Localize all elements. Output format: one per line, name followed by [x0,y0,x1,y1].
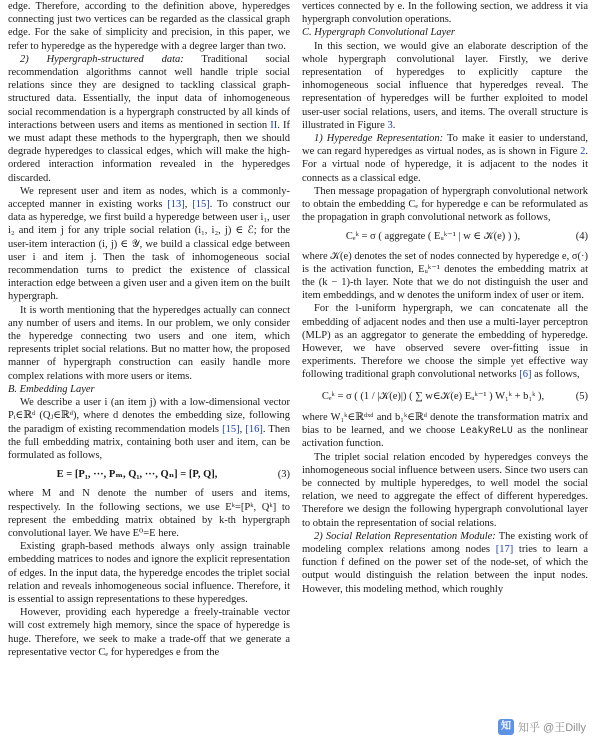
section-ref-link[interactable]: II [270,119,278,131]
subsection-label: 1) Hyperedge Representation: [314,133,444,145]
paragraph-triplet-social: The triplet social relation encoded by hyperedges conveys the inhomogeneous social influence between users. Since two users can be connected by multiple hyperedges, to well model the social relation, we need to aggregate the effect of different hyperedges. Therefore we design the following hypergraph convolutional layer to obtain the representation of social relations. [302,451,588,529]
paragraph-message-propagation: Then message propagation of hypergraph convolutional network to obtain the embedding Cₑ for hyperedge e can be reformulated as the propagation in graph convolutional network as follows, [302,185,588,224]
paragraph-tradeoff: However, providing each hyperedge a freely-trainable vector will cost extremely high memory, since the space of hyperedge is huge. Therefore, we seek to make a trade-off that we generate a representative vector Cₑ for hyperedges e from the [8,607,290,658]
paragraph-embedding: We describe a user i (an item j) with a low-dimensional vector Pᵢ∈ℝᵈ (Qⱼ∈ℝᵈ), where d denotes the embedding size, following the paradigm of existing recommendation models [15], [16]. Then the full embedding matrix, containing both user and item, can be formulated as follows, [8,397,290,461]
paragraph-section-overview: In this section, we would give an elaborate description of the whole hypergraph convolutional layer. Firstly, we derive representation of hyperedges to explicitly capture the inhomogeneous social influence that hyperedges reveal. The representation of hyperedges will be further exploited to model user-user social relations, users, and items. The overall structure is illustrated in Figure 3. [302,40,588,131]
paragraph-social-relation-module: 2) Social Relation Representation Module: The existing work of modeling complex relations among nodes [17] tries to learn a function f defined on the power set of the node-set, of which the output would distinguish the relation between the input nodes. However, this modeling method, which roughly [302,530,589,595]
code-activation: LeakyReLU [459,425,513,437]
subsection-label: 2) Social Relation Representation Module: [314,530,496,542]
equation-body: Cₑᵏ = σ ( (1 / |𝒦(e)|) ( ∑ w∈𝒦(e) Eᵤᵏ⁻¹ ) W₁ᵏ + b₁ᵏ ), [321,390,545,402]
paragraph-node-representation: We represent user and item as nodes, which is a commonly-accepted manner in existing works [13], [15]. To construct our data as hyperedge, we first build a hyperedge between user i₁, user i₂ and item j for any triple social relation (i₁, i₂, j) ∈ ℰ; for the user-item interaction (i, j) ∈ 𝒴, we build a classical edge between user i and item j. Then the task of inhomogeneous social recommendation turns to predict the existence of classical interaction edge between a given user and a given item on the built hypergraph. [8,185,290,303]
zhihu-logo-icon: 知 [498,719,514,735]
section-heading-embedding-layer: B. Embedding Layer [8,383,95,395]
equation-3 [8,468,290,481]
paragraph-equation-4-explanation: where 𝒦(e) denotes the set of nodes connected by hyperedge e, σ(·) is the activation function, Eᵤᵏ⁻¹ denotes the embedding matrix at the (k − 1)-th layer. Note that we do not distinguish the user and item embeddings, and w denotes the uniform index of user or item. [302,250,588,302]
equation-number: (5) [575,390,588,402]
paragraph-continuation: vertices connected by e. In the following section, we address it via hypergraph convolution operations. [302,1,588,26]
watermark [498,719,586,735]
citation-link[interactable]: [17] [495,543,514,555]
paragraph-hypergraph-data: 2) Hypergraph-structured data: Traditional social recommendation algorithms cannot well handle triple social relations since they are designed to tackling classical graph-structured data. Essentially, the input data of inhomogeneous social recommendation is a hypergraph constructed by all kinds of interactions between users and items as mentioned in section II. If we must adapt these methods to the hypergraph, then we should degrade hyperedges to classical edges, which will make the high-ordered interaction information revealed in the hyperedges discarded. [8,53,290,184]
left-column [8,0,290,659]
paragraph-uniform-hypergraph: For the l-uniform hypergraph, we can concatenate all the embedding of adjacent nodes and then use a multi-layer perceptron (MLP) as an aggregator to generate the embedding of hyperedge. However, we have observed severe over-fitting issue in experiments. Therefore we choose the simple yet effective way following traditional graph convolutional networks [6] as follows, [302,303,588,381]
equation-4 [302,230,588,243]
paragraph-hyperedge-representation: 1) Hyperedge Representation: To make it easier to understand, we can regard hyperedges as virtual nodes, as is shown in Figure 2. For a virtual node of hyperedge, it is adjacent to the nodes it connects as a classical edge. [302,133,588,184]
equation-number: (3) [277,469,290,481]
figure-ref-link[interactable]: 3 [387,119,393,131]
paragraph-graph-methods: Existing graph-based methods always only assign trainable embedding matrices to nodes and ignore the explicit representation of edges. In the input data, the hyperedge encodes the triplet social relation and reveals inhomogeneous social influence. Therefore, it is essential to assign representations to these hyperedges. [8,541,290,605]
equation-body: Cₑᵏ = σ ( aggregate ( Eᵤᵏ⁻¹ | w ∈ 𝒦(e) ) ), [345,231,521,243]
paragraph-equation-5-explanation: where W₁ᵏ∈ℝᵈˣᵈ and b₁ᵏ∈ℝᵈ denote the transformation matrix and bias to be learned, and we choose LeakyReLU as the nonlinear activation function. [302,411,588,450]
right-column [302,0,588,596]
section-heading-hypergraph-conv: C. Hypergraph Convolutional Layer [302,27,456,39]
citation-link[interactable]: [16] [245,423,263,435]
subsection-label: 2) Hypergraph-structured data: [20,53,184,65]
paragraph-hyperedge-number: It is worth mentioning that the hyperedges actually can connect any number of users and items. In our problem, we only consider the hyperedge connecting two users and one item, which represents triplet social relations. But no matter how, the proposed manner of hypergraph construction can easily handle more complex relations with more users or items. [8,304,290,382]
equation-5 [302,390,588,403]
watermark-text: 知乎 @王Dilly [518,722,586,734]
citation-link[interactable]: [13] [167,199,185,211]
citation-link[interactable]: [15] [222,423,240,435]
equation-body: E = [P₁, ···, Pₘ, Q₁, ···, Qₙ] = [P, Q], [56,469,218,481]
citation-link[interactable]: [6] [519,369,532,381]
paragraph-embedding-matrix: where M and N denote the number of users and items, respectively. In the following sections, we use Eᵏ=[Pᵏ, Qᵏ] to represent the embedding matrix obtained by k-th hypergraph convolutional layer. We have E⁰=E here. [8,488,290,539]
figure-ref-link[interactable]: 2 [580,146,586,158]
paragraph-hyperedge-definition: edge. Therefore, according to the definition above, hyperedges connecting just two vertices can be regarded as the classical graph edge. For the sake of simplicity and precision, in this paper, we refer to hyperedge as the hyperedge with a degree larger than two. [8,1,290,52]
equation-number: (4) [575,231,588,243]
citation-link[interactable]: [15] [192,199,210,211]
